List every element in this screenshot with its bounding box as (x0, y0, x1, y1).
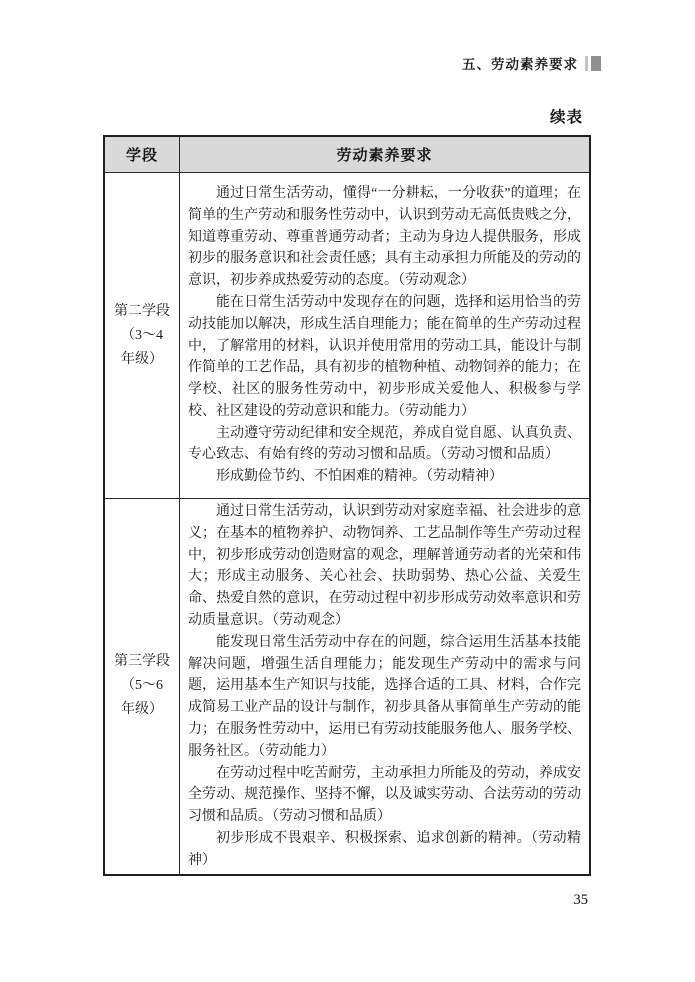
stage-label-line: 第二学段 (114, 303, 170, 319)
continued-table-label: 续表 (549, 109, 583, 126)
column-header-requirements: 劳动素养要求 (180, 136, 591, 173)
table-row-stage-3 (104, 499, 590, 875)
header-thin-bar-icon (585, 56, 588, 71)
requirement-paragraph-ability: 能发现日常生活劳动中存在的问题，综合运用生活基本技能解决问题，增强生活自理能力；能发现生产劳动中的需求与问题，运用基本生产知识与技能，选择合适的工具、材料，合作完成简易工业产品的设计与制作，初步具备从事简单生产劳动的能力；在服务性劳动中，运用已有劳动技能服务他人、服务学校、服务社区。（劳动能力） (188, 634, 581, 759)
labor-literacy-table (103, 135, 591, 876)
header-wide-bar-icon (591, 56, 601, 71)
running-header-title: 五、劳动素养要求 (462, 57, 578, 72)
requirement-paragraph-spirit: 初步形成不畏艰辛、积极探索、追求创新的精神。（劳动精神） (188, 830, 581, 868)
stage-label-line: 年级） (121, 351, 163, 367)
stage-cell-2 (104, 173, 180, 499)
requirement-paragraph-concepts: 通过日常生活劳动，认识到劳动对家庭幸福、社会进步的意义；在基本的植物养护、动物饲养、工艺品制作等生产劳动过程中，初步形成劳动创造财富的观念，理解普通劳动者的光荣和伟大；形成主动服务、关心社会、扶助弱势、热心公益、关爱生命、热爱自然的意识，在劳动过程中初步形成劳动效率意识和劳动质量意识。（劳动观念） (188, 504, 581, 628)
stage-cell-3 (104, 499, 180, 875)
requirement-paragraph-ability: 能在日常生活劳动中发现存在的问题，选择和运用恰当的劳动技能加以解决，形成生活自理能力；能在简单的生产劳动过程中，了解常用的材料，认识并使用常用的劳动工具，能设计与制作简单的工艺作品，具有初步的植物种植、动物饲养的能力；在学校、社区的服务性劳动中，初步形成关爱他人、积极参与学校、社区建设的劳动意识和能力。（劳动能力） (188, 294, 581, 419)
requirement-paragraph-habits: 在劳动过程中吃苦耐劳，主动承担力所能及的劳动，养成安全劳动、规范操作、坚持不懈，以及诚实劳动、合法劳动的劳动习惯和品质。（劳动习惯和品质） (188, 765, 581, 825)
page-number: 35 (573, 892, 588, 908)
table-row-stage-2 (104, 173, 590, 499)
requirement-paragraph-spirit: 形成勤俭节约、不怕困难的精神。（劳动精神） (216, 469, 503, 485)
requirements-cell-stage-2 (180, 173, 591, 499)
stage-label-line: 第三学段 (114, 654, 170, 670)
requirement-paragraph-habits: 主动遵守劳动纪律和安全规范，养成自觉自愿、认真负责、专心致志、有始有终的劳动习惯和品质。（劳动习惯和品质） (188, 425, 581, 463)
column-header-stage: 学段 (104, 136, 180, 173)
stage-label-line: （5～6 (121, 678, 163, 694)
stage-label-line: （3～4 (121, 327, 163, 343)
requirement-paragraph-concepts: 通过日常生活劳动，懂得“一分耕耘，一分收获”的道理；在简单的生产劳动和服务性劳动中，认识到劳动无高低贵贱之分，知道尊重劳动、尊重普通劳动者；主动为身边人提供服务，形成初步的服务意识和社会责任感；具有主动承担力所能及的劳动的意识，初步养成热爱劳动的态度。（劳动观念） (188, 185, 581, 289)
stage-label-line: 年级） (121, 702, 163, 718)
table-header-row (104, 136, 590, 173)
running-header (462, 53, 601, 73)
requirements-cell-stage-3 (180, 499, 591, 875)
